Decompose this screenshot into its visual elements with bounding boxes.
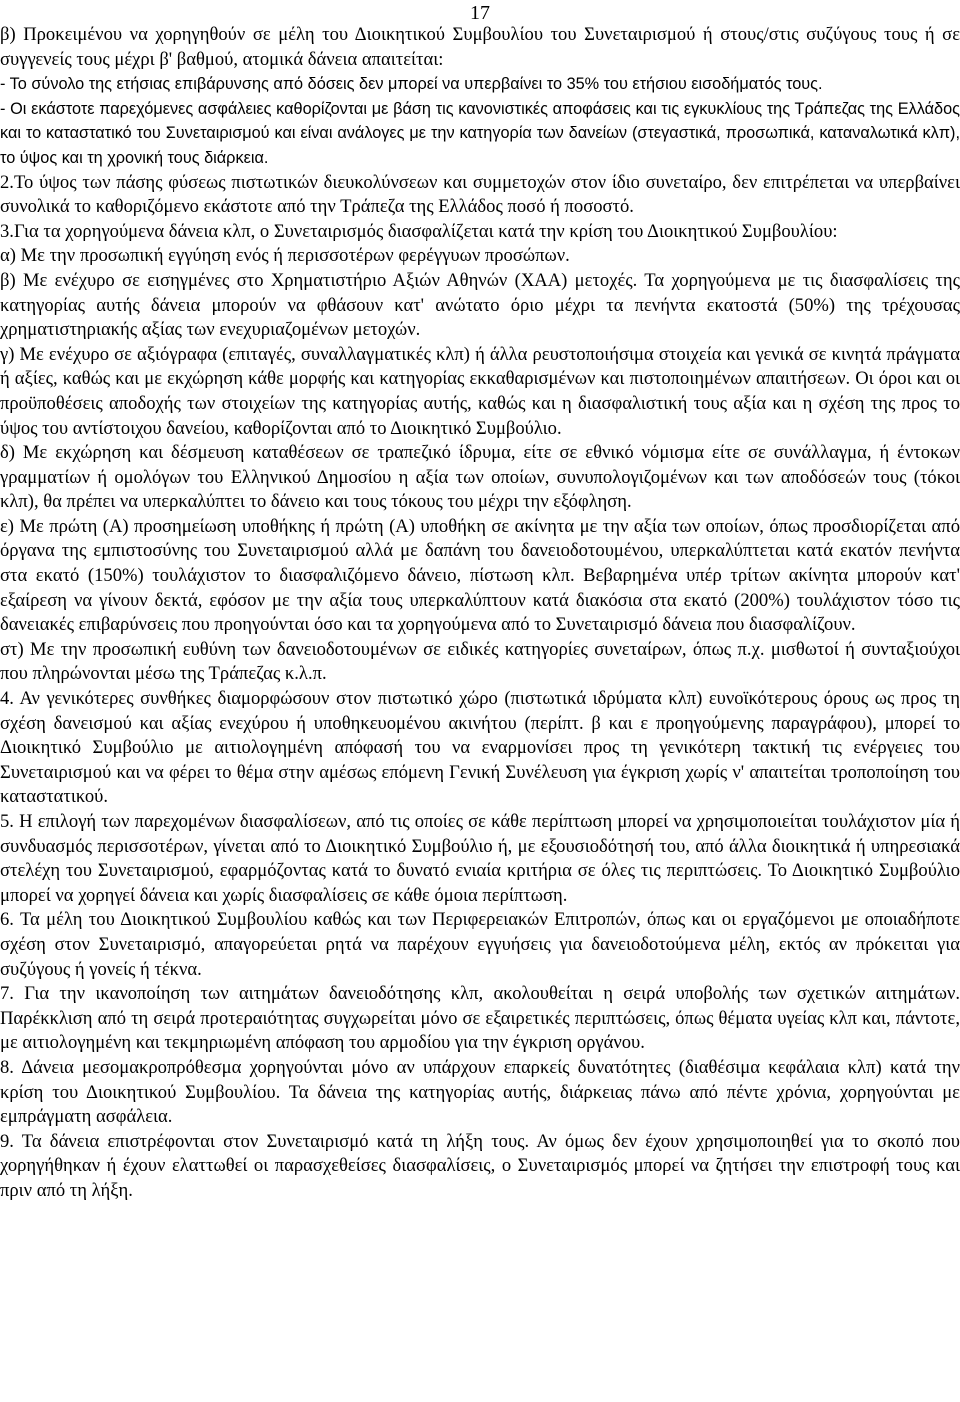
paragraph-5-selection-of-collateral: 5. Η επιλογή των παρεχομένων διασφαλίσεων, από τις οποίες σε κάθε περίπτωση μπορεί να χρησιμοποιείται τουλάχιστον μία ή συνδυασμός περισσοτέρων, γίνεται από το Διοικητικό Συμβούλιο ή, με εξουσιοδότησή του, από άλλα διοικητικά ή υπηρεσιακά στελέχη του Συνεταιρισμού, εφαρμόζοντας κατά το δυνατό ενιαία κριτήρια σε όλες τις περιπτώσεις. Το Διοικητικό Συμβούλιο μπορεί να χορηγεί δάνεια και χωρίς διασφαλίσεις σε κάθε όμοια περίπτωση. bbox=[0, 811, 960, 906]
paragraph-8-long-term-loans: 8. Δάνεια μεσομακροπρόθεσμα χορηγούνται μόνο αν υπάρχουν επαρκείς δυνατότητες (διαθέσιμα κεφάλαια κλπ) κατά την κρίση του Διοικητικού Συμβουλίου. Τα δάνεια της κατηγορίας αυτής, διάρκειας πάνω από πέντε χρόνια, χορηγούνται με εμπράγματη ασφάλεια. bbox=[0, 1056, 960, 1128]
paragraph-3e-mortgage: ε) Με πρώτη (Α) προσημείωση υποθήκης ή πρώτη (Α) υποθήκη σε ακίνητα με την αξία των οποίων, όπως προσδιορίζεται από όργανα της εμπιστοσύνης του Συνεταιρισμού αλλά με δαπάνη του δανειοδοτουμένου, υπερκαλύπτεται κατά εκατόν πενήντα στα εκατό (150%) τουλάχιστον το διασφαλιζόμενο δάνειο, πίστωση κλπ. Βεβαρημένα υπέρ τρίτων ακίνητα μπορούν κατ' εξαίρεση να γίνουν δεκτά, εφόσον με την αξία τους υπερκαλύπτουν κατά διακόσια στα εκατό (200%) τουλάχιστον τόσο τις δανειακές επιβαρύνσεις που προηγούνται όσο και τα χορηγούμενα από το Συνεταιρισμό δάνεια που διασφαλίζουν. bbox=[0, 515, 960, 636]
paragraph-3-collateral-intro: 3.Για τα χορηγούμενα δάνεια κλπ, ο Συνεταιρισμός διασφαλίζεται κατά την κρίση του Διοικητικού Συμβουλίου: bbox=[0, 220, 838, 242]
paragraph-annual-burden: - Το σύνολο της ετήσιας επιβάρυνσης από δόσεις δεν μπορεί να υπερβαίνει το 35% του ετήσιου εισοδήματός τους. bbox=[0, 75, 823, 94]
paragraph-beta-board-members: β) Προκειμένου να χορηγηθούν σε μέλη του Διοικητικού Συμβουλίου του Συνεταιρισμού ή στους/στις συζύγους τους ή σε συγγενείς τους μέχρι β' βαθμού, ατομικά δάνεια απαιτείται: bbox=[0, 24, 960, 70]
paragraph-9-repayment: 9. Τα δάνεια επιστρέφονται στον Συνεταιρισμό κατά τη λήξη τους. Αν όμως δεν έχουν χρησιμοποιηθεί για το σκοπό που χορηγήθηκαν ή έχουν ελαττωθεί οι παρασχεθείσες διασφαλίσεις, ο Συνεταιρισμός μπορεί να ζητήσει την επιστροφή τους και πριν από τη λήξη. bbox=[0, 1130, 960, 1201]
paragraph-2-credit-limit: 2.Το ύψος των πάσης φύσεως πιστωτικών διευκολύνσεων και συμμετοχών στον ίδιο συνεταίρο, δεν επιτρέπεται να υπερβαίνει συνολικά το καθοριζόμενο εκάστοτε από την Τράπεζα της Ελλάδος ποσό ή ποσοστό. bbox=[0, 171, 960, 218]
paragraph-3c-securities-pledge: γ) Με ενέχυρο σε αξιόγραφα (επιταγές, συναλλαγματικές κλπ) ή άλλα ρευστοποιήσιμα στοιχεία και γενικά σε κινητά πράγματα ή αξίες, καθώς και με εκχώρηση κάθε μορφής και κατηγορίας εκκαθαρισμένων και πιστοποιημένων απαιτήσεων. Οι όροι και οι προϋποθέσεις αποδοχής των στοιχείων της κατηγορίας αυτής, καθώς και η διασφαλιστική τους αξία και η σχέση της προς το ύψος του αντίστοιχου δανείου, καθορίζονται από το Διοικητικό Συμβούλιο. bbox=[0, 343, 960, 439]
paragraph-7-request-order: 7. Για την ικανοποίηση των αιτημάτων δανειοδότησης κλπ, ακολουθείται η σειρά υποβολής των σχετικών αιτημάτων. Παρέκκλιση από τη σειρά προτεραιότητας συγχωρείται μόνο σε εξαιρετικές περιπτώσεις, όπως θέματα υγείας κλπ και, πάντοτε, με αιτιολογημένη και τεκμηριωμένη απόφαση του αρμοδίου για την έγκριση οργάνου. bbox=[0, 983, 960, 1054]
paragraph-3b-stock-pledge: β) Με ενέχυρο σε εισηγμένες στο Χρηματιστήριο Αξιών Αθηνών (ΧΑΑ) μετοχές. Τα χορηγούμενα με τις διασφαλίσεις της κατηγορίας αυτής δάνεια μπορούν να φθάσουν κατ' ανώτατο όριο μέχρι τα πενήντα εκατοστά (50%) της τρέχουσας χρηματιστηριακής αξίας των ενεχυριαζομένων μετοχών. bbox=[0, 269, 960, 341]
paragraph-6-guarantee-prohibition: 6. Τα μέλη του Διοικητικού Συμβουλίου καθώς και των Περιφερειακών Επιτροπών, όπως και οι εργαζόμενοι με οποιαδήποτε σχέση στον Συνεταιρισμό, απαγορεύεται ρητά να παρέχουν εγγυήσεις για δανειοδοτούμενα μέλη, εκτός αν πρόκειται για συζύγους ή γονείς ή τέκνα. bbox=[0, 909, 960, 980]
paragraph-3a-personal-guarantee: α) Με την προσωπική εγγύηση ενός ή περισσοτέρων φερέγγυων προσώπων. bbox=[0, 245, 570, 267]
paragraph-securities-rules: - Οι εκάστοτε παρεχόμενες ασφάλειες καθορίζονται με βάση τις κανονιστικές αποφάσεις και τις εγκυκλίους της Τράπεζας της Ελλάδος και το καταστατικό του Συνεταιρισμού και είναι ανάλογες με την κατηγορία των δανείων (στεγαστικά, προσωπικά, καταναλωτικά κλπ), το ύψος και τη χρονική τους διάρκεια. bbox=[0, 99, 960, 167]
document-body bbox=[0, 23, 960, 1204]
paragraph-3st-personal-liability: στ) Με την προσωπική ευθύνη των δανειοδοτουμένων σε ειδικές κατηγορίες συνεταίρων, όπως π.χ. μισθωτοί ή συνταξιούχοι που πληρώνονται μέσω της Τράπεζας κ.λ.π. bbox=[0, 638, 960, 685]
page-number: 17 bbox=[470, 2, 490, 24]
paragraph-3d-deposit-assignment: δ) Με εκχώρηση και δέσμευση καταθέσεων σε τραπεζικό ίδρυμα, είτε σε εθνικό νόμισμα είτε σε συνάλλαγμα, ή έντοκων γραμματίων ή ομολόγων του Ελληνικού Δημοσίου η αξία των οποίων, συνυπολογιζομένων και των αποδόσεών τους (τόκοι κλπ), θα πρέπει να υπερκαλύπτει το δάνειο και τους τόκους του μέχρι την εξόφληση. bbox=[0, 442, 960, 513]
paragraph-4-favorable-terms: 4. Αν γενικότερες συνθήκες διαμορφώσουν στον πιστωτικό χώρο (πιστωτικά ιδρύματα κλπ) ευνοϊκότερους όρους ως προς τη σχέση δανεισμού και αξίας ενεχύρου ή υποθηκευομένου ακινήτου (περίπτ. β και ε προηγούμενης παραγράφου), μπορεί το Διοικητικό Συμβούλιο με αιτιολογημένη απόφασή του να εναρμονίσει προς τη γενικότερη τακτική τις ενέργειες του Συνεταιρισμού και να φέρει το θέμα στην αμέσως επόμενη Γενική Συνέλευση για έγκριση χωρίς ν' απαιτείται τροποποίηση του καταστατικού. bbox=[0, 688, 960, 808]
